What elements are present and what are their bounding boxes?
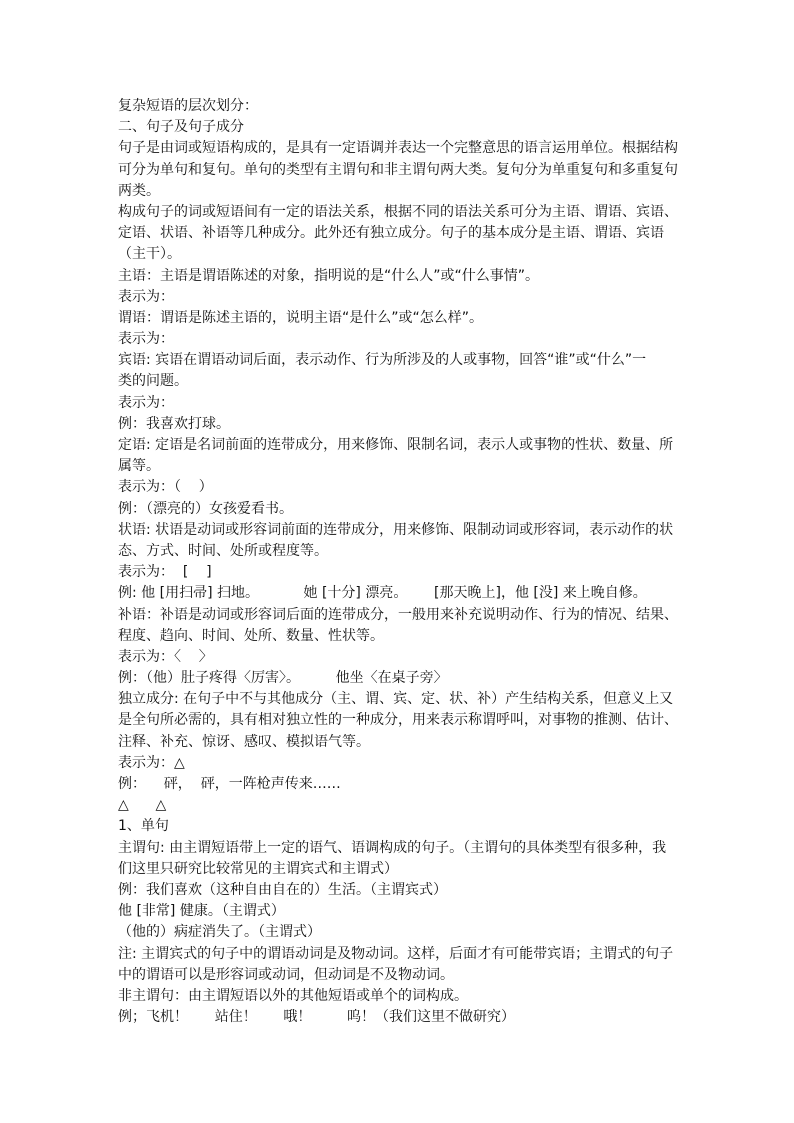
text-line: 他 [非常] 健康。（主谓式） [118, 903, 285, 920]
text-line: 定语: 定语是名词前面的连带成分，用来修饰、限制名词，表示人或事物的性状、数量、所 [118, 437, 674, 453]
text-line: 注释、补充、惊讶、感叹、模拟语气等。 [118, 733, 370, 750]
text-line: 表示为：△ [118, 754, 185, 771]
text-line: 二、句子及句子成分 [118, 119, 244, 136]
text-line: 构成句子的词或短语间有一定的语法关系，根据不同的语法关系可分为主语、谓语、宾语、 [118, 203, 678, 220]
text-line: 是全句所必需的，具有相对独立性的一种成分，用来表示称谓呼叫，对事物的推测、估计、 [118, 712, 678, 729]
text-line: 两类。 [118, 182, 160, 199]
text-line: 例：我们喜欢（这种自由自在的）生活。（主谓宾式） [118, 881, 447, 898]
text-line: 表示为：（ ） [118, 479, 213, 496]
text-line: 例: 他 [用扫帚] 扫地。 她 [十分] 漂亮。 [那天晚上]，他 [没] 来上晚自修。 [118, 585, 647, 602]
text-line: 1、单句 [118, 818, 169, 835]
text-line: 注: 主谓宾式的句子中的谓语动词是及物动词。这样，后面才有可能带宾语；主谓式的句子 [118, 945, 674, 962]
text-line: 们这里只研究比较常见的主谓宾式和主谓式） [118, 860, 398, 877]
text-line: 例：（漂亮的）女孩爱看书。 [118, 500, 293, 517]
text-line: 谓语：谓语是陈述主语的，说明主语“是什么”或“怎么样”。 [118, 309, 484, 326]
text-line: （他的）病症消失了。（主谓式） [118, 924, 321, 941]
document-body [118, 96, 678, 1028]
text-line: 例；飞机！ 站住！ 哦！ 呜！（我们这里不做研究） [118, 1009, 516, 1026]
text-line: 句子是由词或短语构成的，是具有一定语调并表达一个完整意思的语言运用单位。根据结构 [118, 140, 678, 157]
text-line: △ △ [118, 797, 167, 814]
text-line: 态、方式、时间、处所或程度等。 [118, 542, 328, 559]
text-line: 定语、状语、补语等几种成分。此外还有独立成分。句子的基本成分是主语、谓语、宾语 [118, 225, 664, 242]
text-line: 复杂短语的层次划分： [118, 98, 258, 114]
text-line: 中的谓语可以是形容词或动词，但动词是不及物动词。 [118, 966, 454, 983]
text-line: 程度、趋向、时间、处所、数量、性状等。 [118, 627, 384, 644]
text-line: 宾语: 宾语在谓语动词后面，表示动作、行为所涉及的人或事物，回答“谁”或“什么”一 [118, 352, 647, 369]
text-line: （主干）。 [118, 246, 181, 263]
text-line: 非主谓句：由主谓短语以外的其他短语或单个的词构成。 [118, 987, 468, 1004]
text-line: 例：我喜欢打球。 [118, 415, 230, 432]
text-line: 表示为： [118, 288, 174, 305]
text-line: 表示为： [ ] [118, 564, 212, 581]
text-line: 属等。 [118, 458, 160, 475]
text-line: 可分为单句和复句。单句的类型有主谓句和非主谓句两大类。复句分为单重复句和多重复句 [118, 161, 678, 178]
text-line: 例： 砰， 砰，一阵枪声传来…… [118, 776, 341, 792]
text-line: 补语：补语是动词或形容词后面的连带成分，一般用来补充说明动作、行为的情况、结果、 [118, 606, 678, 623]
text-line: 主谓句: 由主谓短语带上一定的语气、语调构成的句子。（主谓句的具体类型有很多种，我 [118, 839, 667, 856]
text-line: 类的问题。 [118, 373, 188, 390]
text-line: 表示为：〈 〉 [118, 648, 213, 665]
text-line: 状语: 状语是动词或形容词前面的连带成分，用来修饰、限制动词或形容词，表示动作的状 [118, 521, 674, 538]
text-line: 例：（他）肚子疼得〈厉害〉。 他坐〈在桌子旁〉 [118, 670, 448, 687]
text-line: 独立成分: 在句子中不与其他成分（主、谓、宾、定、状、补）产生结构关系，但意义上又 [118, 691, 674, 708]
text-line: 表示为： [118, 331, 174, 348]
text-line: 表示为： [118, 394, 174, 411]
text-line: 主语：主语是谓语陈述的对象，指明说的是“什么人”或“什么事情”。 [118, 267, 540, 284]
